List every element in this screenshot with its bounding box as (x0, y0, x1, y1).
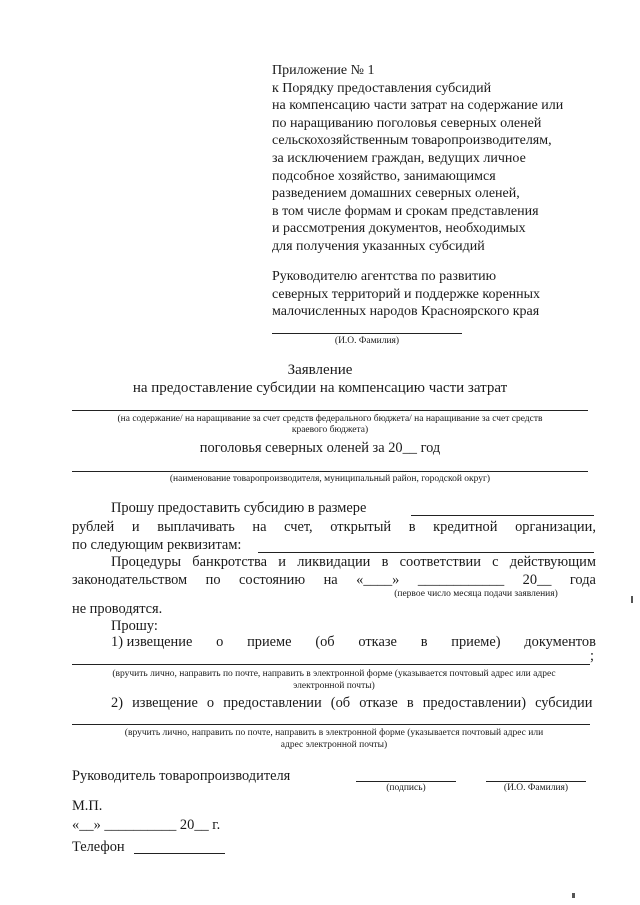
appendix-line: сельскохозяйственным товаропроизводителям, (272, 133, 552, 149)
request-conclusion-text: не проводятся. (72, 601, 163, 617)
word: в (420, 634, 428, 650)
word: кредитной (433, 519, 498, 535)
word: о (216, 634, 224, 650)
word: ликвидации (297, 554, 371, 570)
word: на (252, 519, 267, 535)
producer-caption: (наименование товаропроизводителя, муниципальный район, городской округ) (169, 474, 491, 484)
producer-field[interactable] (72, 471, 588, 472)
addressee-line: Руководителю агентства по развитию (272, 269, 497, 284)
scan-edge-mark (572, 893, 575, 898)
document-subtitle: на предоставление субсидии на компенсацию части затрат (132, 380, 508, 396)
ask-label: Прошу: (111, 618, 158, 634)
ask-item-2: 2) извещение о предоставлении (об отказе в предоставлении) субсидии (111, 695, 593, 711)
purpose-caption-1: (на содержание/ на наращивание за счет средств федерального бюджета/ на наращивание за счет средств (117, 414, 543, 424)
appendix-line: разведением домашних северных оленей, (272, 186, 520, 202)
date-year-field[interactable]: 20__ (522, 572, 552, 588)
stamp-label: М.П. (72, 798, 103, 814)
signer-name-field[interactable] (486, 781, 586, 782)
item1-caption-2: электронной почты) (293, 681, 375, 691)
item2-caption-1: (вручить лично, направить по почте, направить в электронной форме (указывается почтовый адрес или (124, 728, 544, 738)
item1-caption-1: (вручить лично, направить по почте, направить в электронной форме (указывается почтовый адрес или адрес (112, 669, 556, 679)
appendix-line: подсобное хозяйство, занимающимся (272, 168, 496, 184)
date-caption: (первое число месяца подачи заявления) (394, 589, 558, 599)
phone-field[interactable] (134, 853, 225, 854)
word: и (278, 554, 286, 570)
word: в (408, 519, 416, 535)
word: выплачивать (157, 519, 235, 535)
signature-role: Руководитель товаропроизводителя (72, 768, 291, 784)
appendix-line: Приложение № 1 (272, 63, 375, 78)
request-amount-text: Прошу предоставить субсидию в размере (111, 500, 367, 516)
ask-item-1 (111, 634, 596, 651)
word: счет, (284, 519, 313, 535)
date-month-field[interactable]: ____________ (417, 572, 505, 588)
appendix-line: к Порядку предоставления субсидий (272, 80, 492, 96)
scan-edge-mark (631, 596, 633, 603)
appendix-line: на компенсацию части затрат на содержание или (272, 98, 564, 114)
word: соответствии (399, 554, 481, 570)
legislation-date-line (72, 572, 596, 589)
request-account-line (72, 519, 596, 536)
signature-caption: (подпись) (386, 783, 426, 793)
appendix-line: в том числе формам и срокам представления (272, 203, 539, 219)
addressee-line: северных территорий и поддержке коренных (272, 286, 541, 302)
signature-field[interactable] (356, 781, 456, 782)
signer-name-caption: (И.О. Фамилия) (503, 783, 569, 793)
appendix-line: и рассмотрения документов, необходимых (272, 221, 526, 237)
document-title: Заявление (287, 362, 353, 378)
addressee-name-caption: (И.О. Фамилия) (334, 336, 400, 346)
word: действующим (509, 554, 596, 570)
word: 1) извещение (111, 634, 193, 650)
word: по (205, 572, 221, 588)
word: приеме) (451, 634, 501, 650)
word: организации, (515, 519, 596, 535)
phone-label: Телефон (72, 839, 125, 855)
addressee-block (272, 268, 540, 321)
appendix-line: по наращиванию поголовья северных оленей (272, 115, 542, 131)
word: состоянию (239, 572, 306, 588)
purpose-text: поголовья северных оленей за 20__ год (199, 440, 441, 456)
word: года (569, 572, 596, 588)
purpose-caption-2: краевого бюджета) (291, 425, 369, 435)
addressee-name-field[interactable] (272, 333, 462, 334)
date-day-field[interactable]: «____» (356, 572, 400, 588)
word: Процедуры (111, 554, 182, 570)
purpose-field[interactable] (72, 410, 588, 411)
word: банкротства (192, 554, 268, 570)
word: с (492, 554, 499, 570)
word: приеме (247, 634, 292, 650)
addressee-line: малочисленных народов Красноярского края (272, 304, 540, 320)
signature-date[interactable]: «__» __________ 20__ г. (72, 817, 221, 833)
word: на (323, 572, 338, 588)
item1-semicolon: ; (590, 648, 594, 664)
appendix-line: за исключением граждан, ведущих личное (272, 150, 526, 166)
appendix-line: для получения указанных субсидий (272, 238, 485, 254)
word: (об (315, 634, 335, 650)
delivery-method-field-2[interactable] (72, 724, 590, 725)
bankruptcy-line (111, 554, 596, 571)
appendix-header (272, 62, 563, 256)
delivery-method-field-1[interactable] (72, 664, 590, 665)
word: в (381, 554, 389, 570)
word: и (131, 519, 140, 535)
word: открытый (330, 519, 392, 535)
word: документов (524, 634, 596, 650)
word: законодательством (72, 572, 188, 588)
item2-caption-2: адрес электронной почты) (280, 740, 388, 750)
word: рублей (72, 519, 115, 535)
word: отказе (358, 634, 397, 650)
request-requisites-text: по следующим реквизитам: (72, 537, 242, 553)
requisites-field[interactable] (258, 552, 594, 553)
amount-field[interactable] (411, 515, 594, 516)
